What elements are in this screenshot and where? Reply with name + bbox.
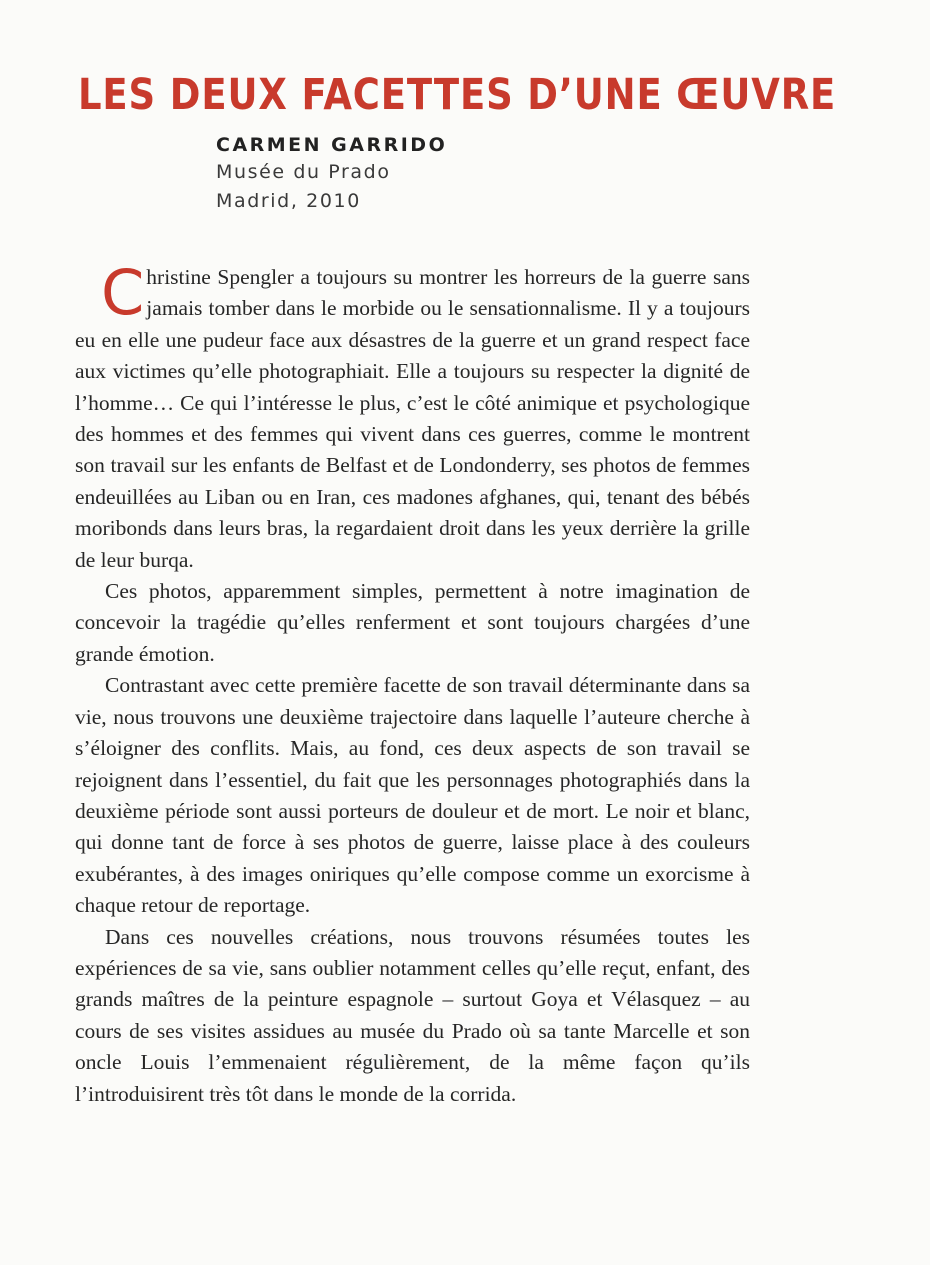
article-body (75, 256, 750, 1110)
author-name: CARMEN GARRIDO (216, 134, 448, 156)
article-title: LES DEUX FACETTES D’UNE ŒUVRE (78, 70, 837, 120)
paragraph-1 (75, 256, 750, 576)
paragraph-4: Dans ces nouvelles créations, nous trouvons résumées toutes les expériences de sa vie, sans oublier notamment celles qu’elle reçut, enfant, des grands maîtres de la peinture espagnole – surtout Goya et Vélasquez – au cours de ses visites assidues au musée du Prado où sa tante Marcelle et son oncle Louis l’emmenaient régulièrement, de la même façon qu’ils l’introduisirent très tôt dans le monde de la corrida. (75, 924, 750, 1106)
paragraph-2: Ces photos, apparemment simples, permettent à notre imagination de concevoir la tragédie qu’elles renferment et sont toujours chargées d’une grande émotion. (75, 579, 750, 666)
byline (216, 132, 616, 216)
paragraph-1-text: hristine Spengler a toujours su montrer les horreurs de la guerre sans jamais tomber dans le morbide ou le sensationnalisme. Il y a toujours eu en elle une pudeur face aux désastres de la guerre et un grand respect face aux victimes qu’elle photographiait. Elle a toujours su respecter la dignité de l’homme… Ce qui l’intéresse le plus, c’est le côté animique et psychologique des hommes et des femmes qui vivent dans ces guerres, comme le montrent son travail sur les enfants de Belfast et de Londonderry, ses photos de femmes endeuillées au Liban ou en Iran, ces madones afghanes, qui, tenant des bébés moribonds dans leurs bras, la regardaient droit dans les yeux derrière la grille de leur burqa. (75, 265, 750, 572)
place-and-date: Madrid, 2010 (216, 190, 361, 212)
author-affiliation: Musée du Prado (216, 161, 391, 183)
drop-cap: C (101, 256, 145, 329)
paragraph-3: Contrastant avec cette première facette de son travail déterminante dans sa vie, nous trouvons une deuxième trajectoire dans laquelle l’auteure cherche à s’éloigner des conflits. Mais, au fond, ces deux aspects de son travail se rejoignent dans l’essentiel, du fait que les personnages photographiés dans la deuxième période sont aussi porteurs de douleur et de mort. Le noir et blanc, qui donne tant de force à ses photos de guerre, laisse place à des couleurs exubérantes, à des images oniriques qu’elle compose comme un exorcisme à chaque retour de reportage. (75, 673, 750, 918)
